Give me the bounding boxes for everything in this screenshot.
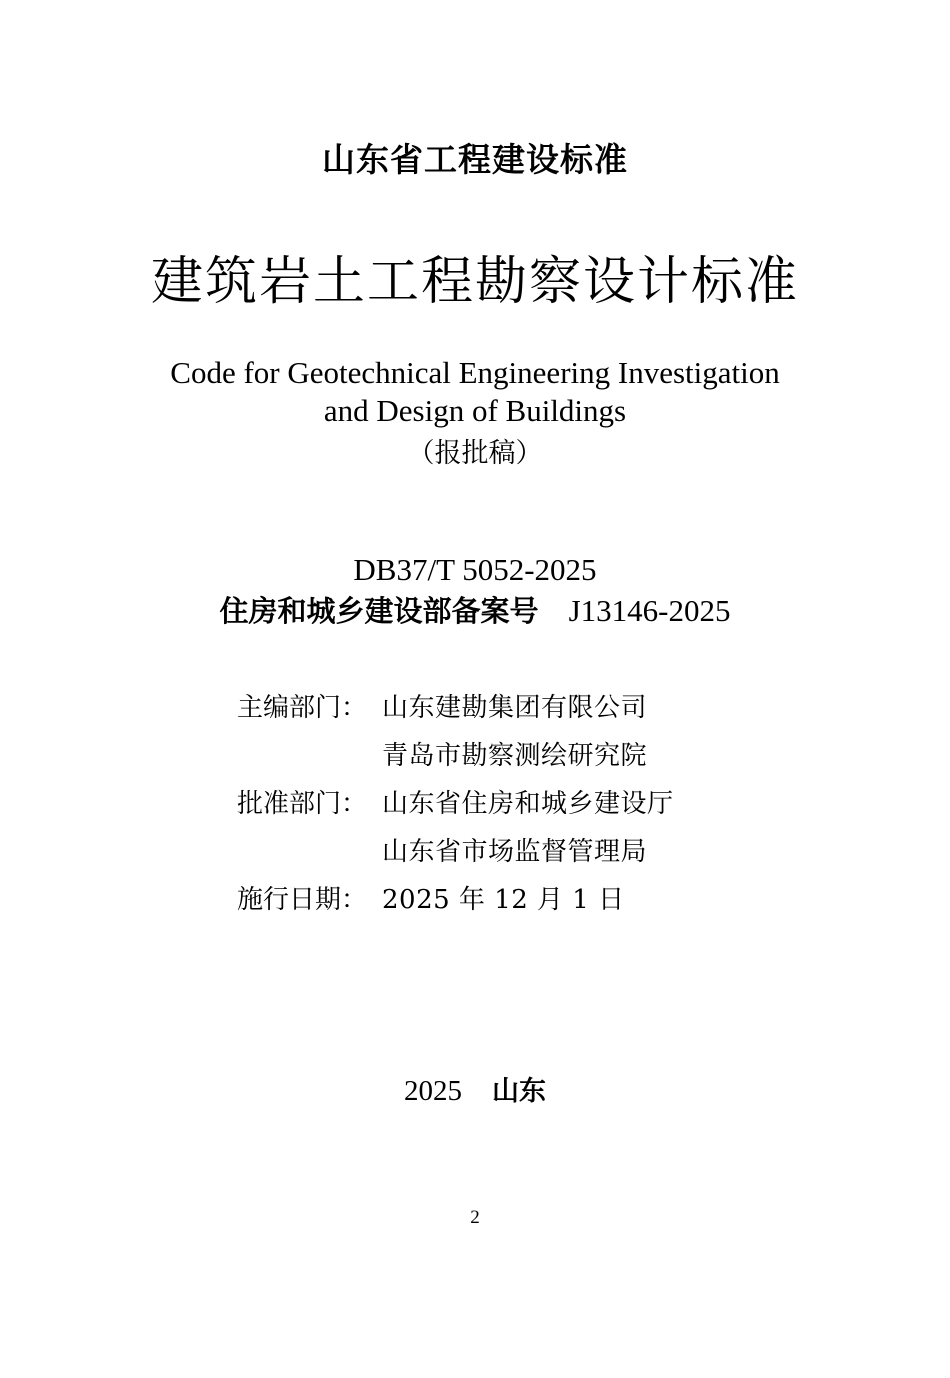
page-number: 2 — [470, 1207, 480, 1228]
publication-footer — [0, 1072, 950, 1111]
chief-editor-value-2: 青岛市勘察测绘研究院 — [382, 741, 648, 771]
document-title-english-line-2: and Design of Buildings — [323, 393, 627, 428]
filing-number: J13146-2025 — [568, 593, 731, 628]
document-title-english-line-1: Code for Geotechnical Engineering Investigation — [170, 355, 780, 390]
publication-year: 2025 — [404, 1075, 462, 1107]
filing-label: 住房和城乡建设部备案号 — [219, 594, 539, 628]
document-title-chinese: 建筑岩土工程勘察设计标准 — [150, 252, 799, 312]
approver-row-2 — [237, 830, 837, 878]
approver-value: 山东省住房和城乡建设厅 — [382, 789, 674, 819]
effective-date-value: 2025 年 12 月 1 日 — [382, 885, 625, 915]
filing-line — [0, 591, 950, 632]
publication-place: 山东 — [492, 1076, 546, 1107]
approver-value-2: 山东省市场监督管理局 — [382, 837, 648, 867]
chief-editor-row — [237, 686, 837, 734]
draft-status: （报批稿） — [407, 438, 543, 469]
effective-date-label: 施行日期： — [237, 885, 368, 915]
effective-date-row — [237, 878, 837, 926]
approver-label: 批准部门： — [237, 789, 368, 819]
standard-category: 山东省工程建设标准 — [322, 140, 628, 179]
chief-editor-label: 主编部门： — [237, 693, 368, 723]
standard-number: DB37/T 5052-2025 — [353, 552, 597, 587]
info-block — [237, 686, 837, 926]
approver-row — [237, 782, 837, 830]
chief-editor-value: 山东建勘集团有限公司 — [382, 693, 648, 723]
chief-editor-row-2 — [237, 734, 837, 782]
